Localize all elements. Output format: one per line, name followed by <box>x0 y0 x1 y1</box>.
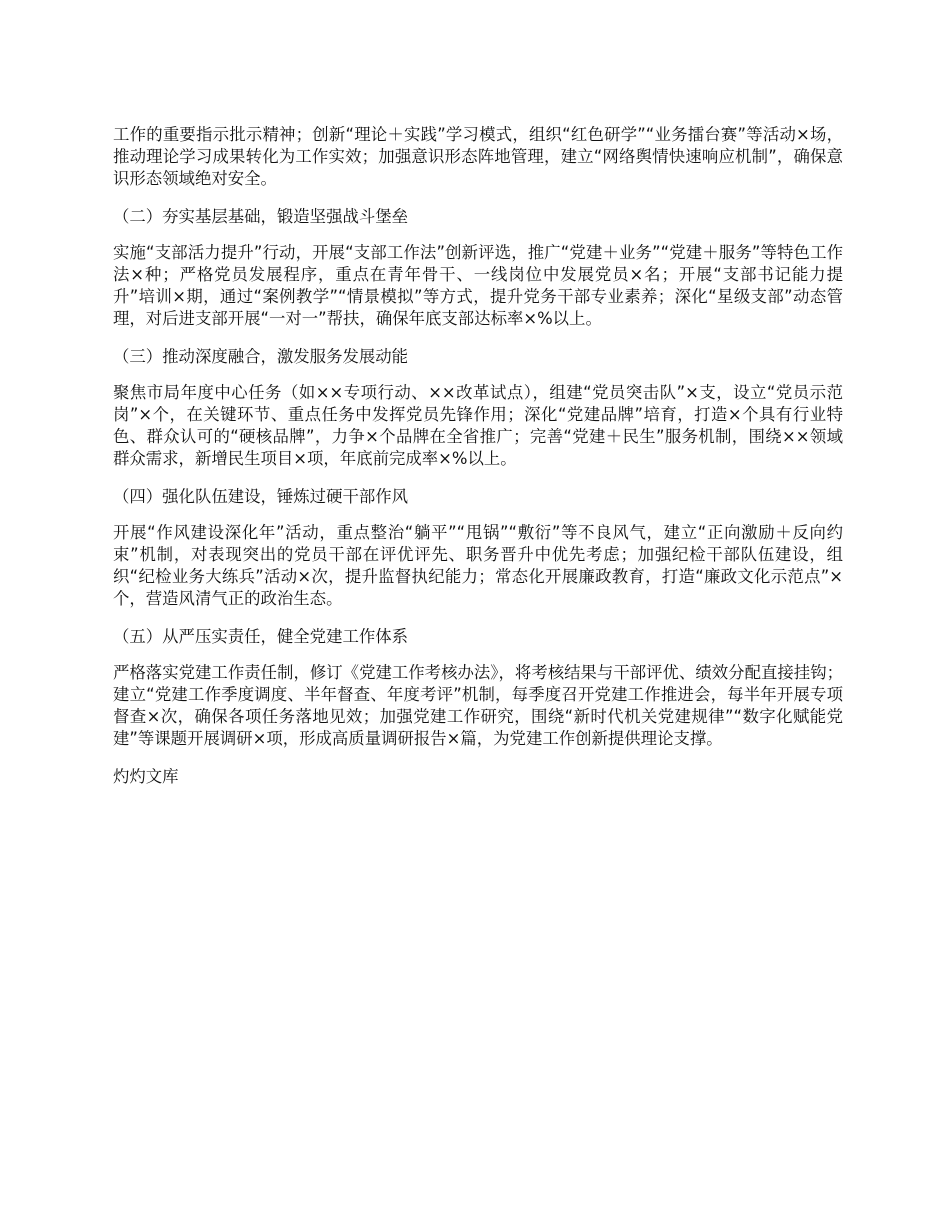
section-heading: （三）推动深度融合，激发服务发展动能 <box>113 347 409 366</box>
document-page <box>113 124 843 788</box>
section-heading: （五）从严压实责任，健全党建工作体系 <box>113 627 409 646</box>
body-paragraph: 严格落实党建工作责任制，修订《党建工作考核办法》，将考核结果与干部评优、绩效分配直接挂钩；建立“党建工作季度调度、半年督查、年度考评”机制，每季度召开党建工作推进会，每半年开展专项督查×次，确保各项任务落地见效；加强党建工作研究，围绕“新时代机关党建规律”“数字化赋能党建”等课题开展调研×项，形成高质量调研报告×篇，为党建工作创新提供理论支撑。 <box>113 663 843 748</box>
section-heading: （四）强化队伍建设，锤炼过硬干部作风 <box>113 487 409 506</box>
body-paragraph: 工作的重要指示批示精神；创新“理论＋实践”学习模式，组织“红色研学”“业务擂台赛”等活动×场，推动理论学习成果转化为工作实效；加强意识形态阵地管理，建立“网络舆情快速响应机制”，确保意识形态领域绝对安全。 <box>113 125 843 188</box>
body-paragraph: 开展“作风建设深化年”活动，重点整治“躺平”“甩锅”“敷衍”等不良风气，建立“正向激励＋反向约束”机制，对表现突出的党员干部在评优评先、职务晋升中优先考虑；加强纪检干部队伍建设，组织“纪检业务大练兵”活动×次，提升监督执纪能力；常态化开展廉政教育，打造“廉政文化示范点”×个，营造风清气正的政治生态。 <box>113 523 843 608</box>
source-label: 灼灼文库 <box>113 767 179 786</box>
body-paragraph: 实施“支部活力提升”行动，开展“支部工作法”创新评选，推广“党建＋业务”“党建＋服务”等特色工作法×种；严格党员发展程序，重点在青年骨干、一线岗位中发展党员×名；开展“支部书记能力提升”培训×期，通过“案例教学”“情景模拟”等方式，提升党务干部专业素养；深化“星级支部”动态管理，对后进支部开展“一对一”帮扶，确保年底支部达标率×%以上。 <box>113 243 843 328</box>
section-heading: （二）夯实基层基础，锻造坚强战斗堡垒 <box>113 207 409 226</box>
body-paragraph: 聚焦市局年度中心任务（如××专项行动、××改革试点），组建“党员突击队”×支，设立“党员示范岗”×个，在关键环节、重点任务中发挥党员先锋作用；深化“党建品牌”培育，打造×个具有行业特色、群众认可的“硬核品牌”，力争×个品牌在全省推广；完善“党建＋民生”服务机制，围绕××领域群众需求，新增民生项目×项，年底前完成率×%以上。 <box>113 383 843 468</box>
